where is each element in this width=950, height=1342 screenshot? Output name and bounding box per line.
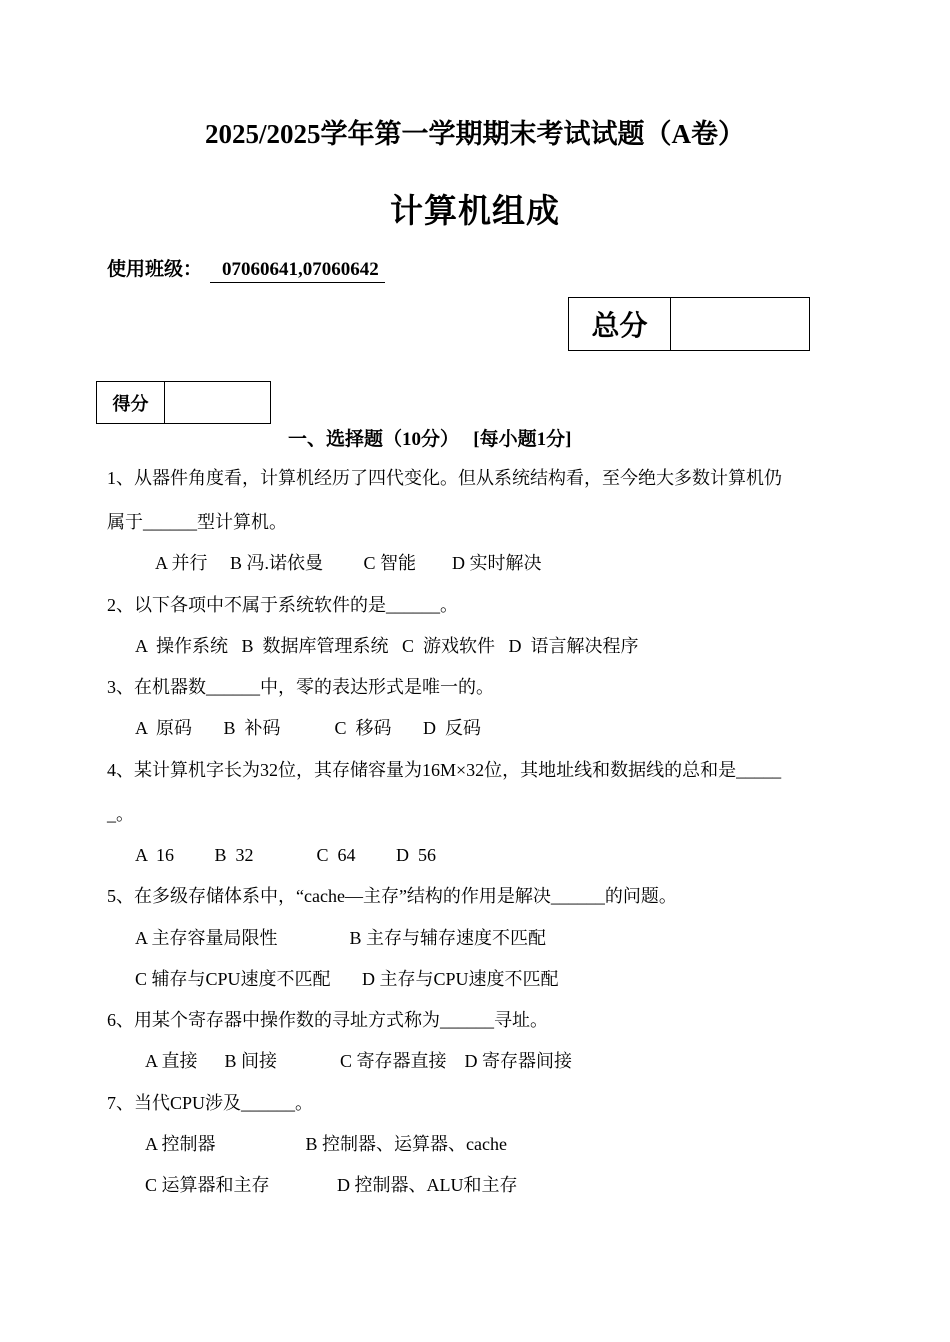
exam-title: 2025/2025学年第一学期期末考试试题（A卷） (205, 119, 745, 149)
question-6-options: A 直接 B 间接 C 寄存器直接 D 寄存器间接 (145, 1051, 573, 1071)
section-score-label: 得分 (97, 382, 165, 423)
question-7-options-row-1: A 控制器 B 控制器、运算器、cache (145, 1134, 507, 1154)
class-value: 07060641,07060642 (210, 258, 385, 283)
section-score-box (96, 381, 271, 424)
question-1-text: 1、从器件角度看，计算机经历了四代变化。但从系统结构看，至今绝大多数计算机仍 (107, 468, 782, 488)
section-score-field (165, 382, 270, 423)
question-1-text-cont: 属于______型计算机。 (107, 512, 287, 532)
section-heading: 一、选择题（10分） [每小题1分] (288, 429, 572, 450)
course-title: 计算机组成 (390, 194, 560, 230)
question-5-options-row-1: A 主存容量局限性 B 主存与辅存速度不匹配 (135, 928, 547, 948)
class-label: 使用班级： (107, 259, 203, 280)
total-score-field (671, 298, 809, 350)
question-2-options: A 操作系统 B 数据库管理系统 C 游戏软件 D 语言解决程序 (135, 636, 639, 656)
question-5-options-row-2: C 辅存与CPU速度不匹配 D 主存与CPU速度不匹配 (135, 969, 559, 989)
total-score-label: 总分 (569, 298, 671, 350)
question-3-text: 3、在机器数______中，零的表达形式是唯一的。 (107, 677, 494, 697)
question-7-text: 7、当代CPU涉及______。 (107, 1093, 314, 1113)
question-7-options-row-2: C 运算器和主存 D 控制器、ALU和主存 (145, 1175, 518, 1195)
total-score-box (568, 297, 810, 351)
question-2-text: 2、以下各项中不属于系统软件的是______。 (107, 595, 458, 615)
class-line (107, 254, 385, 283)
question-6-text: 6、用某个寄存器中操作数的寻址方式称为______寻址。 (107, 1010, 548, 1030)
question-5-text: 5、在多级存储体系中，“cache—主存”结构的作用是解决______的问题。 (107, 886, 677, 906)
question-3-options: A 原码 B 补码 C 移码 D 反码 (135, 718, 482, 738)
question-4-text-cont: _。 (107, 804, 134, 824)
question-4-text: 4、某计算机字长为32位，其存储容量为16M×32位，其地址线和数据线的总和是_____ (107, 760, 782, 780)
question-1-options: A 并行 B 冯.诺依曼 C 智能 D 实时解决 (155, 553, 542, 573)
question-4-options: A 16 B 32 C 64 D 56 (135, 845, 437, 865)
